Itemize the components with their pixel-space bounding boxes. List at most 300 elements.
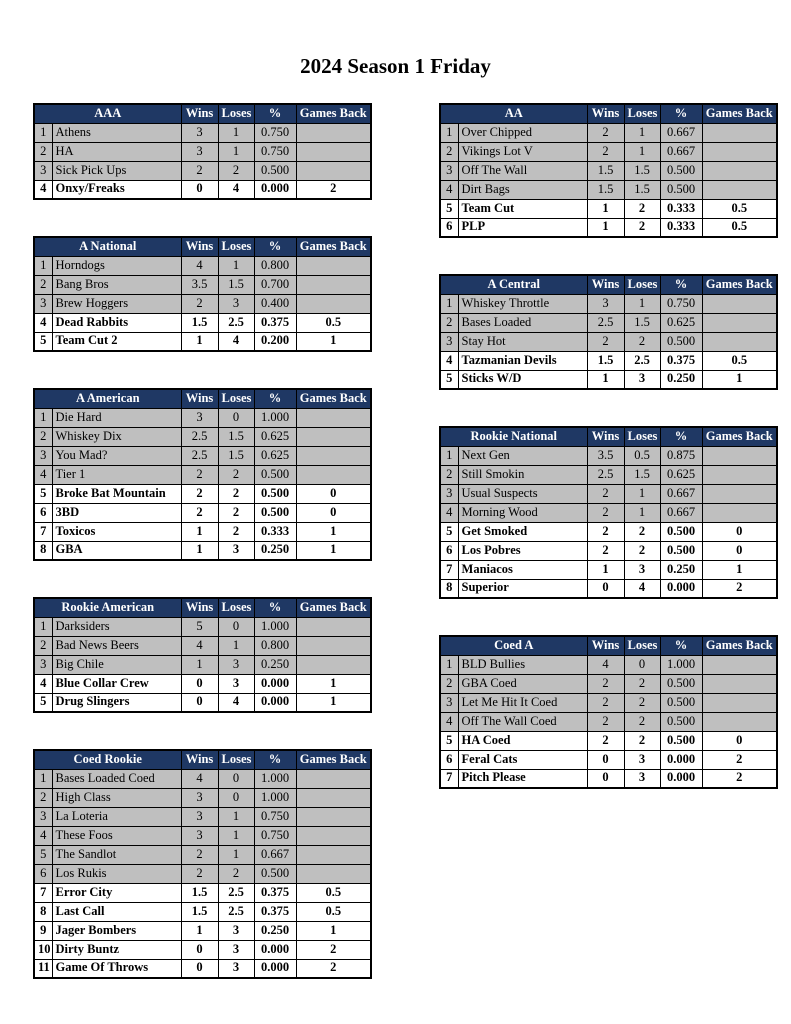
- rank-cell: 2: [34, 636, 52, 655]
- team-name-cell: Feral Cats: [458, 750, 587, 769]
- wins-cell: 2.5: [587, 313, 624, 332]
- rank-cell: 2: [34, 142, 52, 161]
- team-name-cell: Sick Pick Ups: [52, 161, 181, 180]
- games-back-cell: [702, 503, 777, 522]
- team-row: [34, 674, 371, 693]
- loses-column-header: Loses: [218, 389, 254, 408]
- games-back-column-header: Games Back: [702, 427, 777, 446]
- team-name-cell: Dead Rabbits: [52, 313, 181, 332]
- team-row: [440, 351, 777, 370]
- wins-cell: 2: [587, 731, 624, 750]
- loses-cell: 2.5: [218, 902, 254, 921]
- rank-cell: 1: [440, 294, 458, 313]
- games-back-cell: [296, 408, 371, 427]
- games-back-cell: [702, 674, 777, 693]
- pct-column-header: %: [254, 389, 296, 408]
- tables-area: [33, 103, 778, 1015]
- wins-cell: 1: [587, 370, 624, 389]
- pct-cell: 0.375: [660, 351, 702, 370]
- rank-cell: 7: [440, 560, 458, 579]
- games-back-column-header: Games Back: [296, 104, 371, 123]
- wins-cell: 2: [587, 484, 624, 503]
- team-name-cell: Error City: [52, 883, 181, 902]
- division-title: A Central: [440, 275, 587, 294]
- games-back-cell: 0: [702, 731, 777, 750]
- loses-cell: 1.5: [218, 446, 254, 465]
- team-name-cell: Off The Wall: [458, 161, 587, 180]
- rank-cell: 4: [34, 674, 52, 693]
- wins-cell: 1: [587, 560, 624, 579]
- team-name-cell: Bang Bros: [52, 275, 181, 294]
- team-name-cell: Tazmanian Devils: [458, 351, 587, 370]
- pct-cell: 0.875: [660, 446, 702, 465]
- games-back-cell: [296, 142, 371, 161]
- games-back-cell: [296, 636, 371, 655]
- team-row: [440, 693, 777, 712]
- wins-column-header: Wins: [181, 104, 218, 123]
- rank-cell: 3: [440, 332, 458, 351]
- games-back-cell: [296, 864, 371, 883]
- pct-cell: 1.000: [254, 408, 296, 427]
- team-name-cell: These Foos: [52, 826, 181, 845]
- team-row: [440, 579, 777, 598]
- loses-cell: 1: [218, 636, 254, 655]
- games-back-column-header: Games Back: [702, 636, 777, 655]
- rank-cell: 6: [440, 541, 458, 560]
- rank-cell: 4: [34, 313, 52, 332]
- team-row: [440, 560, 777, 579]
- team-row: [34, 161, 371, 180]
- rank-cell: 4: [440, 351, 458, 370]
- pct-column-header: %: [660, 427, 702, 446]
- games-back-cell: 2: [702, 750, 777, 769]
- team-row: [440, 446, 777, 465]
- team-name-cell: Brew Hoggers: [52, 294, 181, 313]
- team-row: [440, 313, 777, 332]
- games-back-cell: 0.5: [296, 883, 371, 902]
- wins-cell: 4: [181, 636, 218, 655]
- loses-cell: 0: [218, 769, 254, 788]
- rank-cell: 3: [440, 484, 458, 503]
- rank-cell: 8: [440, 579, 458, 598]
- team-row: [440, 142, 777, 161]
- pct-cell: 0.000: [254, 940, 296, 959]
- games-back-column-header: Games Back: [296, 598, 371, 617]
- wins-cell: 5: [181, 617, 218, 636]
- rank-cell: 1: [34, 408, 52, 427]
- wins-cell: 0: [587, 579, 624, 598]
- wins-cell: 3.5: [587, 446, 624, 465]
- team-name-cell: Usual Suspects: [458, 484, 587, 503]
- rank-cell: 2: [440, 142, 458, 161]
- loses-cell: 1: [218, 845, 254, 864]
- rank-cell: 5: [440, 731, 458, 750]
- rank-cell: 5: [34, 332, 52, 351]
- wins-cell: 1.5: [587, 351, 624, 370]
- rank-cell: 6: [440, 218, 458, 237]
- team-name-cell: GBA Coed: [458, 674, 587, 693]
- rank-cell: 6: [440, 750, 458, 769]
- pct-cell: 0.667: [660, 503, 702, 522]
- games-back-cell: [702, 465, 777, 484]
- loses-cell: 3: [218, 541, 254, 560]
- team-name-cell: Bad News Beers: [52, 636, 181, 655]
- loses-cell: 3: [218, 959, 254, 978]
- games-back-cell: [702, 161, 777, 180]
- team-name-cell: Pitch Please: [458, 769, 587, 788]
- pct-column-header: %: [254, 104, 296, 123]
- rank-cell: 4: [440, 503, 458, 522]
- division-title: AA: [440, 104, 587, 123]
- wins-cell: 1: [587, 199, 624, 218]
- games-back-cell: 1: [296, 332, 371, 351]
- pct-cell: 0.500: [660, 674, 702, 693]
- team-name-cell: Over Chipped: [458, 123, 587, 142]
- team-row: [440, 522, 777, 541]
- wins-cell: 0: [181, 674, 218, 693]
- team-name-cell: Whiskey Throttle: [458, 294, 587, 313]
- loses-cell: 2: [624, 693, 660, 712]
- pct-cell: 0.500: [254, 864, 296, 883]
- games-back-cell: 0.5: [702, 199, 777, 218]
- pct-cell: 0.500: [254, 503, 296, 522]
- team-name-cell: Blue Collar Crew: [52, 674, 181, 693]
- team-row: [440, 541, 777, 560]
- table-header-row: [34, 104, 371, 123]
- wins-cell: 2.5: [587, 465, 624, 484]
- loses-cell: 1.5: [218, 427, 254, 446]
- games-back-cell: 1: [702, 370, 777, 389]
- wins-column-header: Wins: [587, 275, 624, 294]
- loses-cell: 2: [218, 503, 254, 522]
- wins-cell: 2: [587, 123, 624, 142]
- team-name-cell: Let Me Hit It Coed: [458, 693, 587, 712]
- games-back-cell: [702, 123, 777, 142]
- games-back-cell: [296, 788, 371, 807]
- team-name-cell: Onxy/Freaks: [52, 180, 181, 199]
- games-back-cell: [702, 655, 777, 674]
- team-name-cell: Athens: [52, 123, 181, 142]
- games-back-cell: 1: [702, 560, 777, 579]
- loses-cell: 4: [624, 579, 660, 598]
- wins-cell: 3: [181, 788, 218, 807]
- rank-cell: 5: [440, 370, 458, 389]
- pct-cell: 0.625: [660, 313, 702, 332]
- team-name-cell: Los Pobres: [458, 541, 587, 560]
- pct-column-header: %: [660, 636, 702, 655]
- loses-cell: 4: [218, 180, 254, 199]
- pct-cell: 0.500: [660, 180, 702, 199]
- pct-cell: 1.000: [660, 655, 702, 674]
- rank-cell: 1: [440, 123, 458, 142]
- games-back-cell: [296, 275, 371, 294]
- wins-cell: 2: [587, 142, 624, 161]
- pct-cell: 1.000: [254, 788, 296, 807]
- team-name-cell: Die Hard: [52, 408, 181, 427]
- team-name-cell: Get Smoked: [458, 522, 587, 541]
- wins-cell: 1.5: [181, 313, 218, 332]
- loses-cell: 1.5: [624, 465, 660, 484]
- games-back-cell: [702, 294, 777, 313]
- games-back-cell: [702, 180, 777, 199]
- team-row: [34, 427, 371, 446]
- loses-cell: 4: [218, 332, 254, 351]
- standings-table: [33, 597, 372, 713]
- table-header-row: [440, 427, 777, 446]
- wins-cell: 1.5: [181, 883, 218, 902]
- rank-cell: 7: [34, 522, 52, 541]
- loses-cell: 2: [624, 218, 660, 237]
- rank-cell: 2: [440, 465, 458, 484]
- pct-cell: 1.000: [254, 617, 296, 636]
- pct-cell: 0.667: [660, 123, 702, 142]
- team-row: [34, 142, 371, 161]
- team-name-cell: Dirty Buntz: [52, 940, 181, 959]
- pct-column-header: %: [254, 598, 296, 617]
- wins-cell: 2: [587, 522, 624, 541]
- pct-cell: 0.000: [660, 579, 702, 598]
- pct-cell: 0.625: [254, 446, 296, 465]
- team-row: [34, 826, 371, 845]
- games-back-cell: [296, 617, 371, 636]
- wins-cell: 4: [181, 256, 218, 275]
- team-row: [34, 845, 371, 864]
- wins-cell: 3: [181, 807, 218, 826]
- wins-cell: 0: [181, 940, 218, 959]
- standings-table: [33, 388, 372, 561]
- wins-cell: 0: [181, 693, 218, 712]
- table-header-row: [34, 750, 371, 769]
- rank-cell: 4: [440, 180, 458, 199]
- games-back-cell: [702, 712, 777, 731]
- team-row: [440, 370, 777, 389]
- rank-cell: 7: [34, 883, 52, 902]
- wins-cell: 2.5: [181, 446, 218, 465]
- pct-cell: 0.400: [254, 294, 296, 313]
- loses-cell: 1: [218, 123, 254, 142]
- team-name-cell: Still Smokin: [458, 465, 587, 484]
- team-row: [34, 693, 371, 712]
- rank-cell: 6: [34, 503, 52, 522]
- rank-cell: 11: [34, 959, 52, 978]
- team-name-cell: La Loteria: [52, 807, 181, 826]
- wins-cell: 3: [587, 294, 624, 313]
- pct-column-header: %: [254, 237, 296, 256]
- pct-cell: 0.500: [660, 731, 702, 750]
- pct-cell: 0.750: [254, 123, 296, 142]
- games-back-cell: [296, 161, 371, 180]
- team-row: [34, 275, 371, 294]
- loses-column-header: Loses: [218, 104, 254, 123]
- rank-cell: 9: [34, 921, 52, 940]
- loses-cell: 3: [624, 560, 660, 579]
- games-back-cell: [296, 294, 371, 313]
- team-name-cell: Vikings Lot V: [458, 142, 587, 161]
- team-row: [440, 199, 777, 218]
- team-name-cell: Whiskey Dix: [52, 427, 181, 446]
- loses-cell: 1: [624, 484, 660, 503]
- rank-cell: 5: [34, 845, 52, 864]
- games-back-cell: [296, 465, 371, 484]
- games-back-cell: 0: [296, 484, 371, 503]
- team-name-cell: Bases Loaded Coed: [52, 769, 181, 788]
- loses-cell: 2: [218, 522, 254, 541]
- games-back-cell: [296, 427, 371, 446]
- games-back-cell: [702, 313, 777, 332]
- page-title: 2024 Season 1 Friday: [300, 54, 491, 78]
- loses-column-header: Loses: [218, 237, 254, 256]
- pct-cell: 0.333: [660, 199, 702, 218]
- loses-cell: 1.5: [624, 180, 660, 199]
- loses-cell: 2: [624, 731, 660, 750]
- wins-cell: 3: [181, 408, 218, 427]
- loses-cell: 1.5: [624, 313, 660, 332]
- wins-cell: 2: [181, 845, 218, 864]
- team-row: [34, 541, 371, 560]
- pct-cell: 0.250: [254, 921, 296, 940]
- wins-column-header: Wins: [587, 427, 624, 446]
- team-name-cell: High Class: [52, 788, 181, 807]
- rank-cell: 2: [34, 275, 52, 294]
- team-name-cell: GBA: [52, 541, 181, 560]
- pct-cell: 0.000: [254, 693, 296, 712]
- table-header-row: [440, 104, 777, 123]
- team-name-cell: Tier 1: [52, 465, 181, 484]
- rank-cell: 6: [34, 864, 52, 883]
- wins-cell: 4: [587, 655, 624, 674]
- wins-cell: 3: [181, 826, 218, 845]
- table-header-row: [34, 237, 371, 256]
- pct-cell: 0.500: [254, 484, 296, 503]
- team-row: [34, 940, 371, 959]
- wins-cell: 3: [181, 123, 218, 142]
- loses-cell: 3: [218, 940, 254, 959]
- team-name-cell: Darksiders: [52, 617, 181, 636]
- games-back-cell: 1: [296, 921, 371, 940]
- pct-column-header: %: [254, 750, 296, 769]
- loses-cell: 3: [218, 294, 254, 313]
- loses-cell: 2: [218, 484, 254, 503]
- team-row: [34, 446, 371, 465]
- team-name-cell: Dirt Bags: [458, 180, 587, 199]
- loses-cell: 1: [218, 807, 254, 826]
- loses-cell: 2: [624, 332, 660, 351]
- wins-cell: 1.5: [587, 180, 624, 199]
- pct-cell: 0.750: [254, 807, 296, 826]
- team-row: [34, 788, 371, 807]
- loses-cell: 2: [218, 465, 254, 484]
- pct-cell: 0.333: [254, 522, 296, 541]
- loses-column-header: Loses: [624, 104, 660, 123]
- standings-table: [439, 426, 778, 599]
- team-row: [440, 731, 777, 750]
- games-back-column-header: Games Back: [702, 275, 777, 294]
- wins-cell: 2: [587, 503, 624, 522]
- standings-table: [33, 236, 372, 352]
- games-back-cell: [702, 446, 777, 465]
- rank-cell: 3: [34, 294, 52, 313]
- rank-cell: 5: [34, 693, 52, 712]
- games-back-cell: 0: [702, 541, 777, 560]
- pct-cell: 0.800: [254, 636, 296, 655]
- loses-cell: 0.5: [624, 446, 660, 465]
- rank-cell: 4: [34, 465, 52, 484]
- division-title: Rookie National: [440, 427, 587, 446]
- rank-cell: 1: [34, 123, 52, 142]
- wins-cell: 0: [587, 769, 624, 788]
- pct-cell: 0.250: [660, 370, 702, 389]
- games-back-cell: 2: [296, 959, 371, 978]
- loses-cell: 2.5: [218, 313, 254, 332]
- pct-cell: 1.000: [254, 769, 296, 788]
- team-name-cell: Team Cut: [458, 199, 587, 218]
- team-row: [34, 256, 371, 275]
- wins-cell: 2: [181, 484, 218, 503]
- table-header-row: [440, 275, 777, 294]
- pct-cell: 0.800: [254, 256, 296, 275]
- team-row: [440, 161, 777, 180]
- team-row: [34, 522, 371, 541]
- standings-table: [439, 274, 778, 390]
- wins-cell: 2: [587, 693, 624, 712]
- games-back-cell: [296, 446, 371, 465]
- team-name-cell: Morning Wood: [458, 503, 587, 522]
- wins-cell: 1: [181, 332, 218, 351]
- team-row: [34, 921, 371, 940]
- team-row: [34, 180, 371, 199]
- pct-cell: 0.000: [660, 769, 702, 788]
- loses-column-header: Loses: [624, 275, 660, 294]
- loses-cell: 1: [624, 503, 660, 522]
- pct-column-header: %: [660, 275, 702, 294]
- games-back-cell: [296, 123, 371, 142]
- team-name-cell: Los Rukis: [52, 864, 181, 883]
- rank-cell: 3: [34, 161, 52, 180]
- team-row: [34, 959, 371, 978]
- loses-cell: 0: [218, 408, 254, 427]
- pct-cell: 0.375: [254, 313, 296, 332]
- games-back-cell: 0.5: [702, 218, 777, 237]
- rank-cell: 1: [34, 617, 52, 636]
- rank-cell: 3: [34, 807, 52, 826]
- wins-cell: 2.5: [181, 427, 218, 446]
- pct-cell: 0.500: [660, 161, 702, 180]
- wins-cell: 0: [587, 750, 624, 769]
- games-back-cell: [296, 769, 371, 788]
- wins-cell: 1: [181, 655, 218, 674]
- team-row: [34, 769, 371, 788]
- pct-cell: 0.200: [254, 332, 296, 351]
- team-name-cell: Game Of Throws: [52, 959, 181, 978]
- team-name-cell: Toxicos: [52, 522, 181, 541]
- loses-cell: 0: [624, 655, 660, 674]
- team-row: [440, 294, 777, 313]
- pct-cell: 0.625: [660, 465, 702, 484]
- rank-cell: 5: [440, 199, 458, 218]
- standings-table: [33, 749, 372, 979]
- team-row: [34, 655, 371, 674]
- rank-cell: 2: [440, 674, 458, 693]
- games-back-cell: 0: [296, 503, 371, 522]
- team-row: [440, 503, 777, 522]
- games-back-cell: 2: [702, 769, 777, 788]
- wins-cell: 0: [181, 180, 218, 199]
- pct-cell: 0.500: [254, 465, 296, 484]
- loses-cell: 0: [218, 617, 254, 636]
- standings-table: [439, 103, 778, 238]
- table-header-row: [440, 636, 777, 655]
- pct-cell: 0.250: [254, 541, 296, 560]
